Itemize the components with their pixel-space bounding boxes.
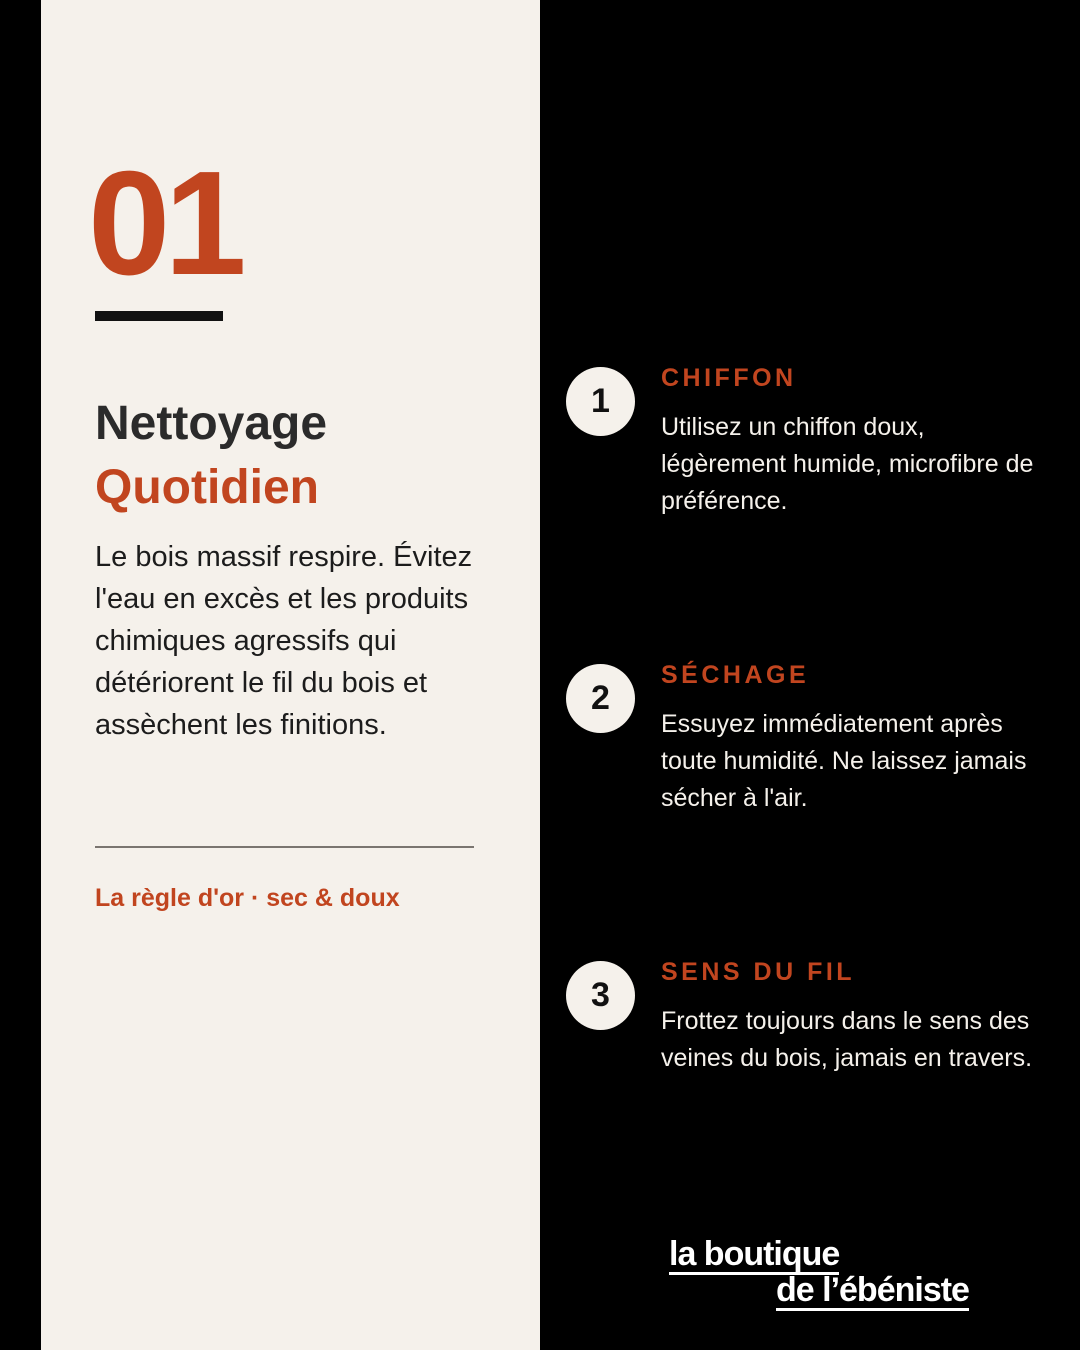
step-text: Utilisez un chiffon doux, légèrement humide, microfibre de préférence. — [661, 413, 1034, 515]
title-line-1: Nettoyage — [95, 397, 328, 450]
page-title — [95, 392, 327, 520]
step-title: SENS DU FIL — [661, 958, 856, 986]
step-number-badge: 2 — [566, 664, 635, 733]
number-underline — [95, 311, 223, 321]
step-text: Frottez toujours dans le sens des veines du bois, jamais en travers. — [661, 1007, 1033, 1072]
step-title: CHIFFON — [661, 364, 797, 392]
logo-line-2: de l’ébéniste — [776, 1271, 969, 1309]
step-title: SÉCHAGE — [661, 661, 810, 689]
step-text: Essuyez immédiatement après toute humidité. Ne laissez jamais sécher à l'air. — [661, 710, 1027, 812]
tagline: La règle d'or · sec & doux — [95, 884, 400, 912]
logo-line-1: la boutique — [669, 1235, 840, 1273]
divider — [95, 846, 474, 848]
step-number-badge: 3 — [566, 961, 635, 1030]
title-line-2: Quotidien — [95, 461, 319, 514]
brand-logo — [669, 1236, 1039, 1316]
section-number: 01 — [88, 141, 241, 306]
intro-text: Le bois massif respire. Évitez l'eau en excès et les produits chimiques agressifs qui détériorent le fil du bois et assèchent les finitions. — [95, 541, 473, 741]
step-number-badge: 1 — [566, 367, 635, 436]
